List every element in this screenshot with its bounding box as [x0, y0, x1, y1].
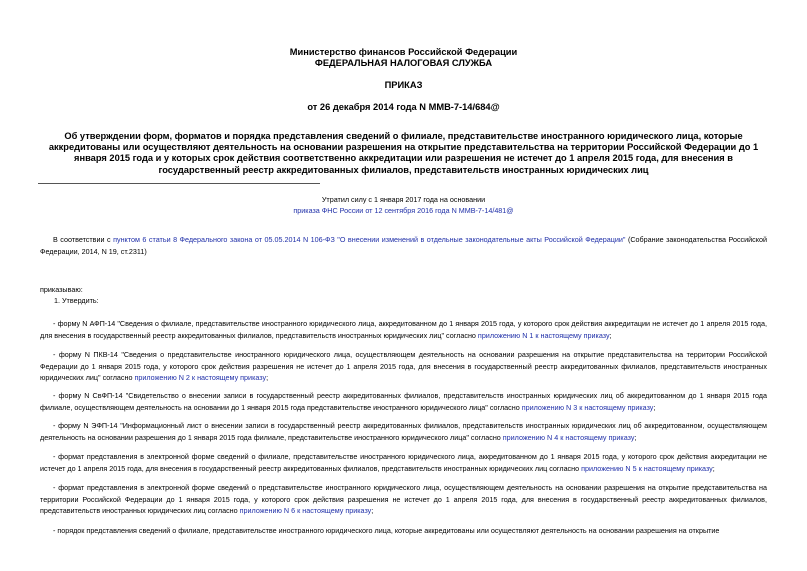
list-item-end: ; [634, 432, 637, 442]
preamble-text-after: (Собрание законодательства Российской Федерации, 2014, N 19, ст.2311) [40, 235, 767, 256]
list-item-end: ; [266, 373, 269, 383]
federal-law-link[interactable]: пунктом 6 статьи 8 Федерального закона от 05.05.2014 N 106-ФЗ "О внесении изменений в отдельные законодательные акты Российской Федерации" [113, 235, 626, 244]
list-item [40, 525, 767, 537]
list-item-end: ; [371, 506, 374, 516]
list-item [40, 482, 767, 517]
item-1-heading: 1. Утвердить: [54, 296, 99, 305]
document-title: Об утверждении форм, форматов и порядка представления сведений о филиале, представительстве иностранного юридического лица, которые аккредитованы или осуществляют деятельность на основании разрешения на открытие представительства на территории Российской Федерации до 1 января 2015 года и у которых срок действия соответственно аккредитации или разрешения не истечет до 1 апреля 2015 года, для внесения в государственный реестр аккредитованных филиалов, представительств иностранных юридических лиц [48, 131, 759, 175]
ministry-heading: Министерство финансов Российской Федерации [289, 47, 518, 57]
list-item-text: - форму N АФП-14 "Сведения о филиале, представительстве иностранного юридического лица, аккредитованном до 1 января 2015 года, у которого срок действия аккредитации не истечет до 1 апреля 2015 года, для внесения в государственный реестр аккредитованных филиалов, представительств иностранных юридических лиц" согласно [40, 319, 767, 340]
list-item-text: - форму N ЭФП-14 "Информационный лист о внесении записи в государственный реестр аккредитованных филиалов, представительств иностранных юридических лиц об аккредитованном, осуществляющем деятельность на основании разрешения до 1 января 2015 года филиале, представительстве иностранного юридического лица" согласно [40, 421, 767, 442]
validity-note-link-line [0, 206, 807, 216]
preamble-paragraph [40, 234, 767, 257]
appendix-2-link[interactable]: приложению N 2 к настоящему приказу [134, 373, 267, 383]
list-item-end: ; [609, 330, 612, 340]
list-item-end: ; [712, 463, 715, 473]
repeal-order-link[interactable]: приказа ФНС России от 12 сентября 2016 года N ММВ-7-14/481@ [293, 206, 514, 215]
separator-rule [38, 183, 320, 184]
preamble-text-before: В соответствии с [53, 235, 114, 244]
appendix-1-link[interactable]: приложению N 1 к настоящему приказу [477, 330, 610, 340]
doc-type-heading: ПРИКАЗ [384, 80, 423, 90]
list-item-text: - формат представления в электронной форме сведений о филиале, представительстве иностранного юридического лица, аккредитованном до 1 января 2015 года, у которого срок действия аккредитации не истечет до 1 апреля 2015 года, для внесения в государственный реестр аккредитованных филиалов, представительств иностранных юридических лиц согласно [40, 452, 767, 473]
service-heading: ФЕДЕРАЛЬНАЯ НАЛОГОВАЯ СЛУЖБА [314, 58, 493, 68]
validity-note: Утратил силу с 1 января 2017 года на основании [321, 195, 486, 204]
list-item [40, 349, 767, 384]
list-item [40, 318, 767, 341]
list-item-text: - формат представления в электронной форме сведений о представительстве иностранного юридического лица, осуществляющем деятельность на основании разрешения на открытие представительства на территории Российской Федерации до 1 января 2015 года, у которого срок действия разрешения не истечет до 1 апреля 2015 года, для внесения в государственный реестр аккредитованных филиалов, представительств иностранных юридических лиц согласно [40, 483, 767, 516]
appendix-6-link[interactable]: приложению N 6 к настоящему приказу [239, 506, 372, 516]
list-item-text: - форму N ПКВ-14 "Сведения о представительстве иностранного юридического лица, осуществляющем деятельность на основании разрешения на открытие представительства на территории Российской Федерации до 1 января 2015 года, у которого срок действия разрешения не истечет до 1 апреля 2015 года, для внесения в государственный реестр аккредитованных филиалов, представительств иностранных юридических лиц" согласно [40, 350, 767, 383]
list-item [40, 451, 767, 474]
appendix-5-link[interactable]: приложению N 5 к настоящему приказу [581, 463, 713, 473]
appendix-3-link[interactable]: приложению N 3 к настоящему приказу [521, 402, 654, 412]
list-item-text: - порядок представления сведений о филиале, представительстве иностранного юридического лица, которые аккредитованы или осуществляют деятельность на основании разрешения на открытие [53, 526, 720, 535]
list-item-end: ; [653, 402, 656, 412]
list-item-text: - форму N СвФП-14 "Свидетельство о внесении записи в государственный реестр аккредитованных филиалов, представительств иностранных юридических лиц об аккредитованном до 1 января 2015 года филиале, осуществляющем деятельность на основании до 1 января 2015 года представительстве иностранного юридического лица" согласно [40, 391, 767, 412]
list-item [40, 420, 767, 443]
list-item [40, 390, 767, 413]
doc-date-number: от 26 декабря 2014 года N ММВ-7-14/684@ [307, 102, 500, 112]
appendix-4-link[interactable]: приложению N 4 к настоящему приказу [502, 432, 635, 442]
order-word: приказываю: [40, 285, 83, 294]
